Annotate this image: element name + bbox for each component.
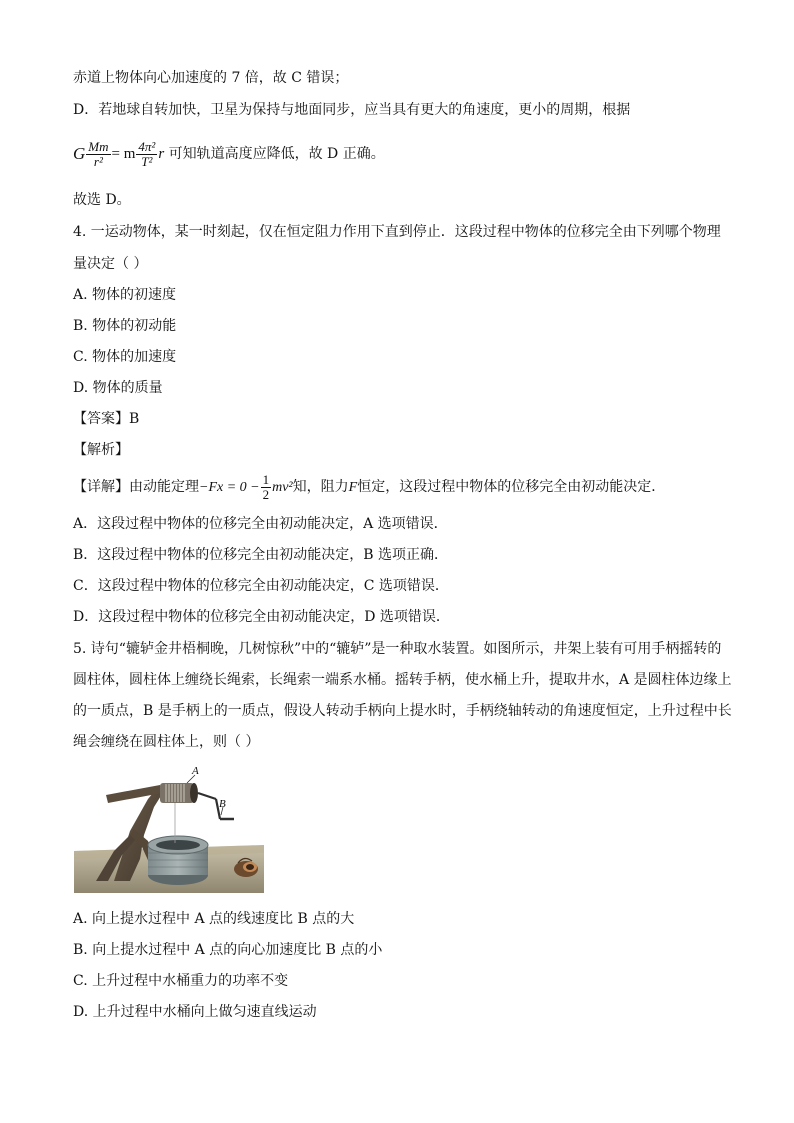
q4-explanation-b: B．这段过程中物体的位移完全由初动能决定，B 选项正确． xyxy=(73,547,449,563)
detail-frac-half: $\frac{1}{2}$ xyxy=(262,471,270,502)
gravitation-formula xyxy=(73,134,385,174)
q4-explanation-c: C．这段过程中物体的位移完全由初动能决定，C 选项错误． xyxy=(73,578,449,594)
q5-option-a: A. 向上提水过程中 A 点的线速度比 B 点的大 xyxy=(73,911,355,927)
q5-option-b: B. 向上提水过程中 A 点的向心加速度比 B 点的小 xyxy=(73,942,383,958)
formula-tail: 可知轨道高度应降低，故 D 正确。 xyxy=(168,146,385,162)
q5-stem-line2: 圆柱体，圆柱体上缠绕长绳索，长绳索一端系水桶。摇转手柄，使水桶上升，提取井水，A 是圆柱体边缘上 xyxy=(73,672,732,688)
prev-c-tail: 赤道上物体向心加速度的 7 倍，故 C 错误； xyxy=(73,70,349,86)
formula-r: r xyxy=(158,146,165,162)
q4-option-a: A. 物体的初速度 xyxy=(73,287,177,303)
q4-option-b: B. 物体的初动能 xyxy=(73,318,177,334)
q4-explanation-d: D．这段过程中物体的位移完全由初动能决定，D 选项错误． xyxy=(73,609,450,625)
detail-mid: 知，阻力 xyxy=(292,479,349,495)
q4-explanation-a: A．这段过程中物体的位移完全由初动能决定，A 选项错误． xyxy=(73,516,448,532)
prev-option-d-text: D．若地球自转加快，卫星为保持与地面同步，应当具有更大的角速度，更小的周期，根据 xyxy=(73,102,631,118)
detail-f: F xyxy=(348,480,358,495)
crank-handle-icon xyxy=(198,793,216,799)
q4-option-d: D. 物体的质量 xyxy=(73,380,163,396)
formula-g: G xyxy=(73,144,86,163)
q4-stem-line1: 4. 一运动物体，某一时刻起，仅在恒定阻力作用下直到停止．这段过程中物体的位移完全由下列哪个物理 xyxy=(73,224,721,240)
label-b: B xyxy=(219,798,226,810)
detail-lhs: −Fx = 0 − xyxy=(199,480,260,495)
q4-stem-line2: 量决定（ ） xyxy=(73,256,148,272)
q4-option-c: C. 物体的加速度 xyxy=(73,349,177,365)
q4-analysis-tag: 【解析】 xyxy=(73,442,129,458)
label-a: A xyxy=(192,765,199,777)
q5-option-d: D. 上升过程中水桶向上做匀速直线运动 xyxy=(73,1004,317,1020)
prev-choose: 故选 D。 xyxy=(73,192,131,208)
drum-cylinder-icon xyxy=(160,783,194,803)
formula-frac-4pi2-t2: $\frac{\text{4π²}}{\text{T²}}$ xyxy=(138,138,156,169)
q5-stem-line4: 绳会缠绕在圆柱体上，则（ ） xyxy=(73,734,260,750)
formula-frac-mm-r2: $\frac{Mm}{\text{r²}}$ xyxy=(88,138,109,169)
answer-value: B xyxy=(129,411,140,427)
detail-pre: 由动能定理 xyxy=(129,479,199,495)
answer-tag: 【答案】 xyxy=(73,411,129,427)
detail-tag: 【详解】 xyxy=(73,479,129,495)
q5-stem-line1: 5. 诗句“辘轳金井梧桐晚，几树惊秋”中的“辘轳”是一种取水装置。如图所示，井架上装有可用手柄摇转的 xyxy=(73,641,722,657)
q5-option-c: C. 上升过程中水桶重力的功率不变 xyxy=(73,973,289,989)
q4-answer xyxy=(73,409,139,429)
detail-post: 恒定，这段过程中物体的位移完全由初动能决定． xyxy=(357,479,666,495)
windlass-well-figure xyxy=(74,763,264,893)
formula-eq-m: = m xyxy=(111,146,136,162)
q5-stem-line3: 的一质点，B 是手柄上的一质点，假设人转动手柄向上提水时，手柄绕轴转动的角速度恒定，上升过程中长 xyxy=(73,703,732,719)
q4-detail xyxy=(73,467,665,507)
detail-mv2: mv² xyxy=(272,480,293,495)
